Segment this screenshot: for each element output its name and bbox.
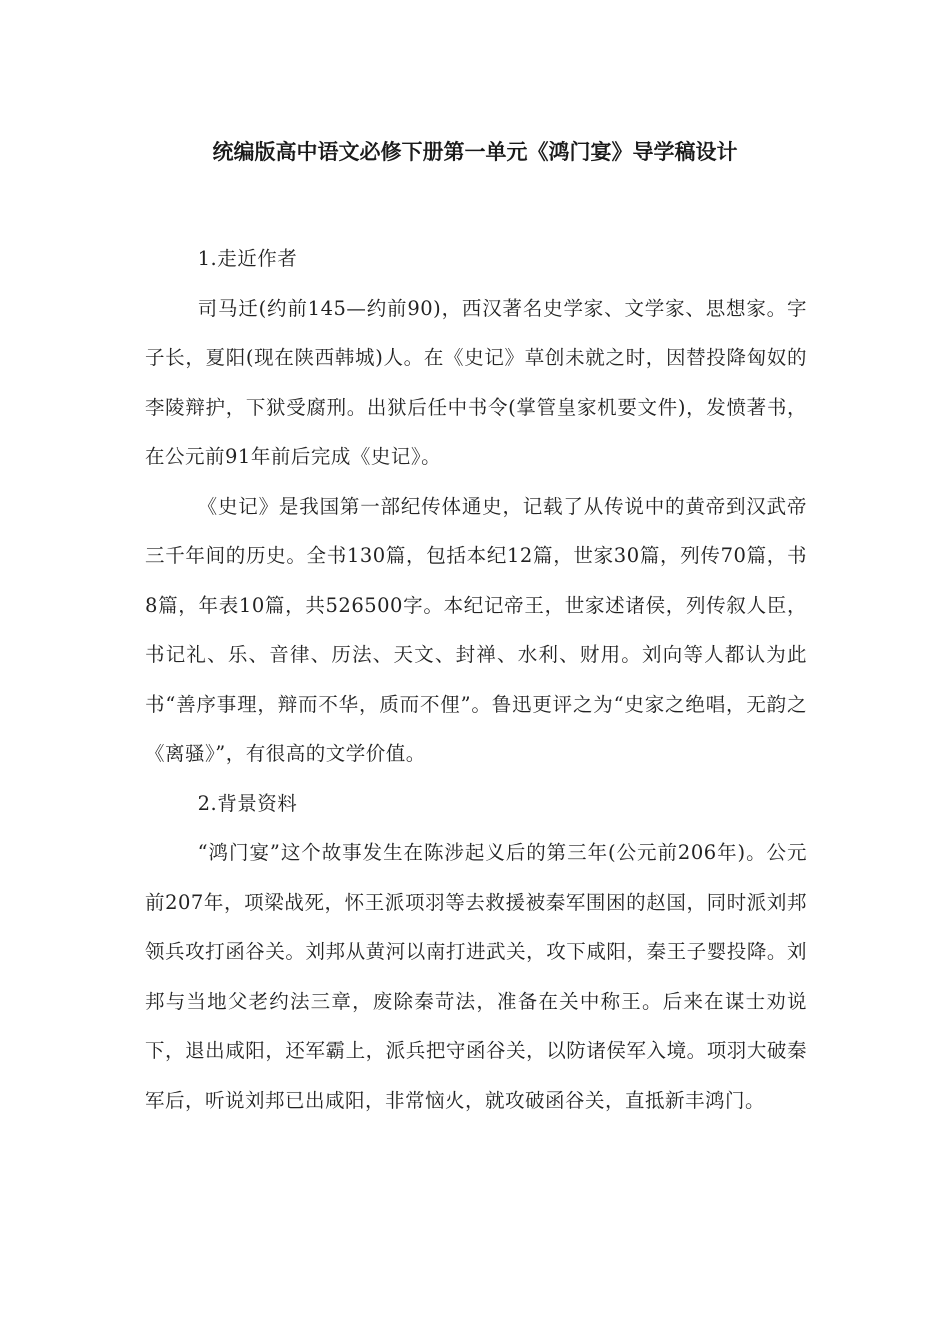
paragraph-background: “鸿门宴”这个故事发生在陈涉起义后的第三年(公元前206年)。公元前207年，项梁战死，怀王派项羽等去救援被秦军围困的赵国，同时派刘邦领兵攻打函谷关。刘邦从黄河以南打进武关，攻下咸阳，秦王子婴投降。刘邦与当地父老约法三章，废除秦苛法，准备在关中称王。后来在谋士劝说下，退出咸阳，还军霸上，派兵把守函谷关，以防诸侯军入境。项羽大破秦军后，听说刘邦已出咸阳，非常恼火，就攻破函谷关，直抵新丰鸿门。 <box>145 841 807 1112</box>
section-heading-author: 1.走近作者 <box>197 247 298 270</box>
document-title: 统编版高中语文必修下册第一单元《鸿门宴》导学稿设计 <box>212 140 738 164</box>
paragraph-author-bio: 司马迁(约前145—约前90)，西汉著名史学家、文学家、思想家。字子长，夏阳(现在陕西韩城)人。在《史记》草创未就之时，因替投降匈奴的李陵辩护，下狱受腐刑。出狱后任中书令(掌管皇家机要文件)，发愤著书，在公元前91年前后完成《史记》。 <box>145 296 807 468</box>
section-heading-background: 2.背景资料 <box>197 791 298 815</box>
paragraph-shiji-intro: 《史记》是我国第一部纪传体通史，记载了从传说中的黄帝到汉武帝三千年间的历史。全书130篇，包括本纪12篇，世家30篇，列传70篇，书8篇，年表10篇，共526500字。本纪记帝王，世家述诸侯，列传叙人臣，书记礼、乐、音律、历法、天文、封禅、水利、财用。刘向等人都认为此书“善序事理，辩而不华，质而不俚”。鲁迅更评之为“史家之绝唱，无韵之《离骚》”，有很高的文学价值。 <box>145 494 807 765</box>
document-body <box>145 234 807 1125</box>
